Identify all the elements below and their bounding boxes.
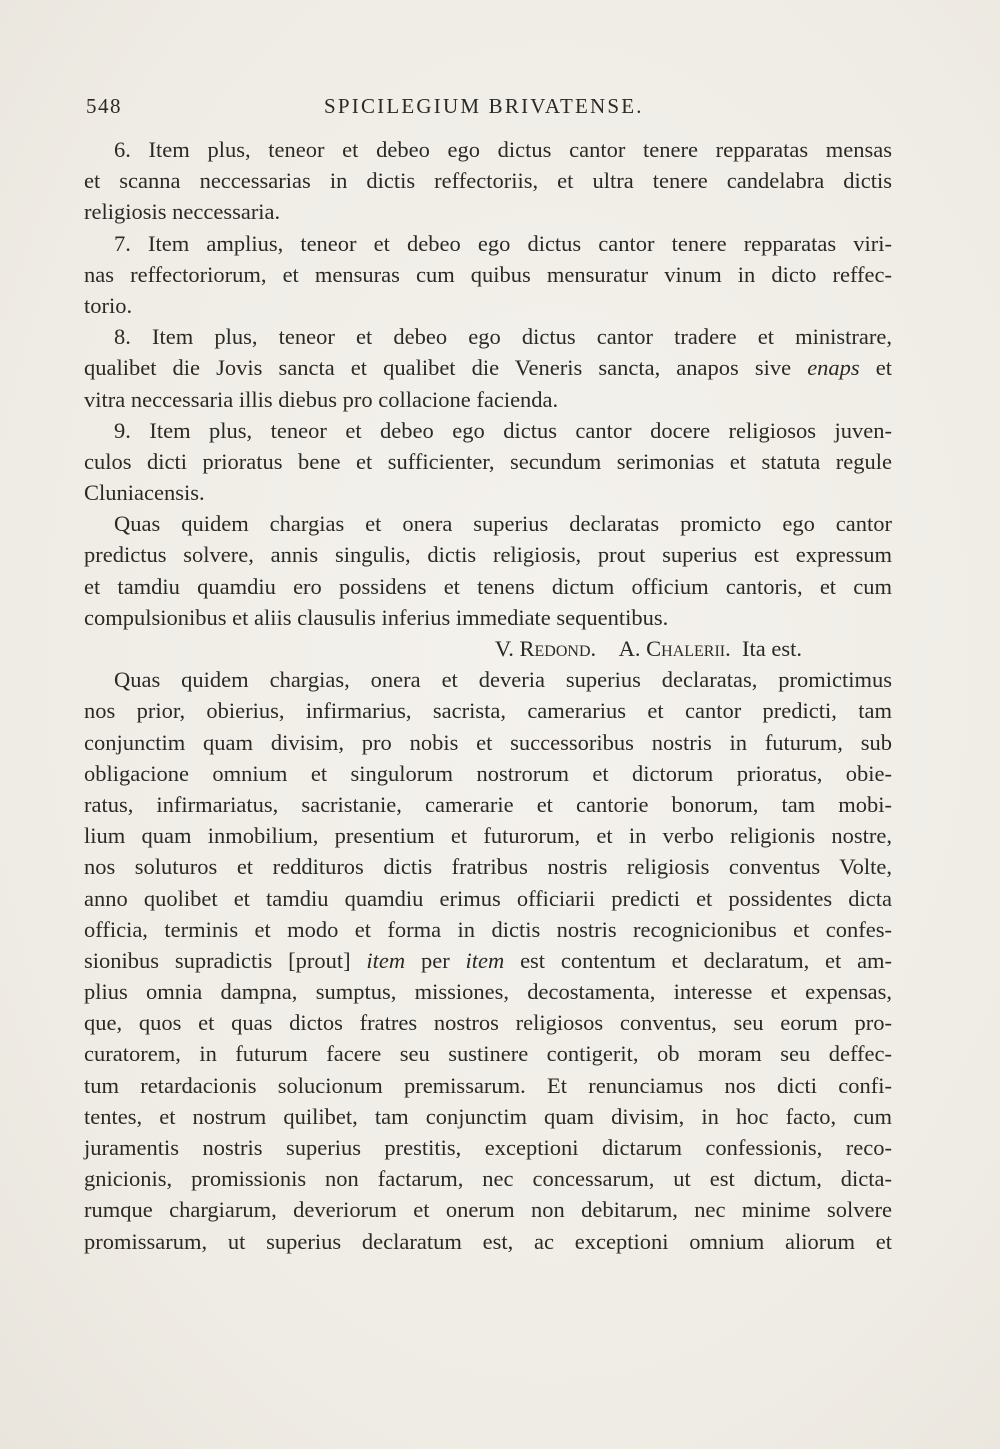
text-line: vitra neccessaria illis diebus pro collacione facienda. <box>84 386 559 412</box>
text-line: tum retardacionis solucionum premissarum. Et renunciamus nos dicti confi- <box>84 1072 892 1098</box>
text-line: ratus, infirmariatus, sacristanie, camerarie et cantorie bonorum, tam mobi- <box>84 791 892 817</box>
signature-chalerii: A. Chalerii. <box>618 636 731 661</box>
text-line: Quas quidem chargias et onera superius declaratas promicto ego cantor <box>114 511 892 537</box>
page-number: 548 <box>86 94 122 118</box>
text-line: nos prior, obierius, infirmarius, sacrista, camerarius et cantor predicti, tam <box>84 698 892 724</box>
text-line: lium quam inmobilium, presentium et futurorum, et in verbo religionis nostre, <box>84 823 892 849</box>
text-line: plius omnia dampna, sumptus, missiones, decostamenta, interesse et expensas, <box>84 979 892 1005</box>
text-line: Cluniacensis. <box>84 480 205 506</box>
signatures-line <box>84 633 892 664</box>
signature-redond: V. Redond. <box>494 636 597 661</box>
text-line: nos soluturos et reddituros dictis fratribus nostris religiosis conventus Volte, <box>84 854 892 880</box>
text-line: sionibus supradictis [prout] item per item est contentum et declaratum, et am- <box>84 947 893 973</box>
text-line: 7. Item amplius, teneor et debeo ego dictus cantor tenere repparatas viri- <box>114 230 892 256</box>
italic-word: enaps <box>807 355 860 381</box>
text-line: anno quolibet et tamdiu quamdiu erimus officiarii predicti et possidentes dicta <box>84 885 892 911</box>
text-line: nas reffectoriorum, et mensuras cum quibus mensuratur vinum in dicto reffec- <box>84 261 892 287</box>
text-line: que, quos et quas dictos fratres nostros religiosos conventus, seu eorum pro- <box>84 1010 892 1036</box>
text-line: 6. Item plus, teneor et debeo ego dictus cantor tenere repparatas mensas <box>114 137 892 162</box>
text-line: 8. Item plus, teneor et debeo ego dictus cantor tradere et ministrare, <box>114 324 892 350</box>
text-line: tentes, et nostrum quilibet, tam conjunctim quam divisim, in hoc facto, cum <box>84 1103 892 1129</box>
text-line: culos dicti prioratus bene et sufficienter, secundum serimonias et statuta regule <box>84 448 892 474</box>
text-line: 9. Item plus, teneor et debeo ego dictus cantor docere religiosos juven- <box>114 417 892 443</box>
text-line: Quas quidem chargias, onera et deveria superius declaratas, promictimus <box>114 667 892 693</box>
text-line: et scanna neccessarias in dictis reffectoriis, et ultra tenere candelabra dictis <box>84 168 892 194</box>
text-line: obligacione omnium et singulorum nostrorum et dictorum prioratus, obie- <box>84 760 892 786</box>
text-line: et tamdiu quamdiu ero possidens et tenens dictum officium cantoris, et cum <box>84 573 892 599</box>
text-line: officia, terminis et modo et forma in dictis nostris recognicionibus et confes- <box>84 916 892 942</box>
text-line: curatorem, in futurum facere seu sustinere contigerit, ob moram seu deffec- <box>84 1041 892 1067</box>
text-line: rumque chargiarum, deveriorum et onerum non debitarum, nec minime solvere <box>84 1197 892 1223</box>
italic-word: item <box>366 947 406 973</box>
text-line: torio. <box>84 292 133 318</box>
text-line: promissarum, ut superius declaratum est, ac exceptioni omnium aliorum et <box>84 1228 892 1254</box>
text-line: juramentis nostris superius prestitis, exceptioni dictarum confessionis, reco- <box>84 1135 892 1160</box>
text-line: conjunctim quam divisim, pro nobis et successoribus nostris in futurum, sub <box>84 729 892 755</box>
text-line: compulsionibus et aliis clausulis inferius immediate sequentibus. <box>84 604 669 630</box>
body-text <box>84 134 892 1257</box>
text-line: predictus solvere, annis singulis, dictis religiosis, prout superius est expressum <box>84 542 892 568</box>
running-title: SPICILEGIUM BRIVATENSE. <box>324 94 644 118</box>
italic-word: item <box>465 947 505 973</box>
signature-ita-est: Ita est. <box>742 636 802 661</box>
text-line: religiosis neccessaria. <box>84 199 281 225</box>
page-header <box>86 94 892 124</box>
text-line: qualibet die Jovis sancta et qualibet die Veneris sancta, anapos sive enaps et <box>84 355 893 381</box>
text-line: gnicionis, promissionis non factarum, nec concessarum, ut est dictum, dicta- <box>84 1166 892 1192</box>
